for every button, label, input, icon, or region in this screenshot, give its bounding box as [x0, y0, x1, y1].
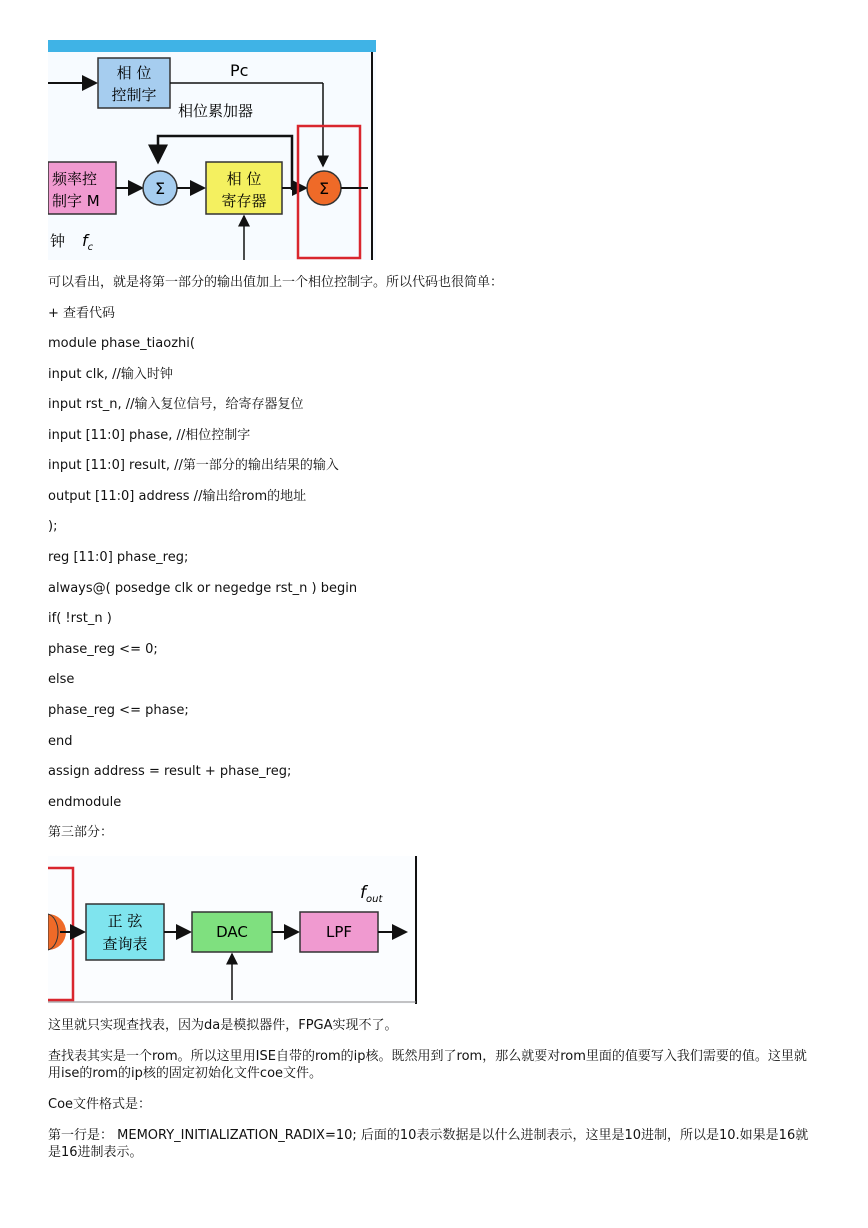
code-line: input [11:0] result, //第一部分的输出结果的输入	[48, 458, 339, 473]
code-line: assign address = result + phase_reg;	[48, 764, 292, 779]
pc-label: Pc	[230, 61, 249, 80]
text-line: 可以看出，就是将第一部分的输出值加上一个相位控制字。所以代码也很简单：	[48, 275, 504, 290]
code-line: input rst_n, //输入复位信号，给寄存器复位	[48, 397, 304, 412]
code-line: module phase_tiaozhi(	[48, 336, 195, 351]
paragraph: 这里就只实现查找表，因为da是模拟器件，FPGA实现不了。	[48, 1018, 398, 1033]
svg-text:Σ: Σ	[154, 179, 166, 198]
section-heading: 第三部分：	[48, 825, 114, 840]
code-line: always@( posedge clk or negedge rst_n ) begin	[48, 581, 358, 596]
phase-accumulator-figure	[48, 40, 378, 262]
code-line: input [11:0] phase, //相位控制字	[48, 428, 251, 443]
code-line: if( !rst_n )	[48, 611, 112, 626]
lookup-dac-lpf-figure	[48, 856, 420, 1006]
code-line: phase_reg <= 0;	[48, 642, 158, 657]
paragraph: 第一行是： MEMORY_INITIALIZATION_RADIX=10; 后面的10表示数据是以什么进制表示，这里是10进制，所以是10.如果是16就是16进制表示。	[48, 1128, 809, 1160]
phase-register-label-2: 寄存器	[221, 192, 267, 210]
freq-control-label-1: 频率控	[52, 170, 98, 188]
fc-label: $f_c$	[82, 231, 94, 253]
code-line: reg [11:0] phase_reg;	[48, 550, 189, 565]
code-line: else	[48, 672, 75, 687]
code-line: end	[48, 734, 73, 749]
phase-control-label-2: 控制字	[111, 86, 157, 104]
phase-register-label-1: 相 位	[226, 170, 262, 188]
accumulator-label: 相位累加器	[178, 102, 254, 120]
svg-text:Σ: Σ	[318, 179, 330, 198]
lookup-label-1: 正 弦	[107, 912, 143, 930]
lpf-label: LPF	[325, 923, 353, 941]
phase-control-label-1: 相 位	[116, 64, 152, 82]
code-line: endmodule	[48, 795, 122, 810]
dac-label: DAC	[216, 923, 248, 941]
clock-label: 钟	[50, 232, 66, 250]
lookup-label-2: 查询表	[102, 935, 148, 953]
code-line: output [11:0] address //输出给rom的地址	[48, 489, 307, 504]
paragraph: Coe文件格式是：	[48, 1097, 152, 1112]
fout-label: $f_{out}$	[360, 883, 383, 905]
view-code-link[interactable]: + 查看代码	[48, 306, 116, 321]
freq-control-label-2: 制字 M	[52, 192, 100, 210]
paragraph: 查找表其实是一个rom。所以这里用ISE自带的rom的ip核。既然用到了rom，那么就要对rom里面的值要写入我们需要的值。这里就用ise的rom的ip核的固定初始化文件coe文件。	[48, 1049, 807, 1081]
code-line: input clk, //输入时钟	[48, 367, 173, 382]
code-line: phase_reg <= phase;	[48, 703, 189, 718]
code-line: );	[48, 519, 58, 534]
